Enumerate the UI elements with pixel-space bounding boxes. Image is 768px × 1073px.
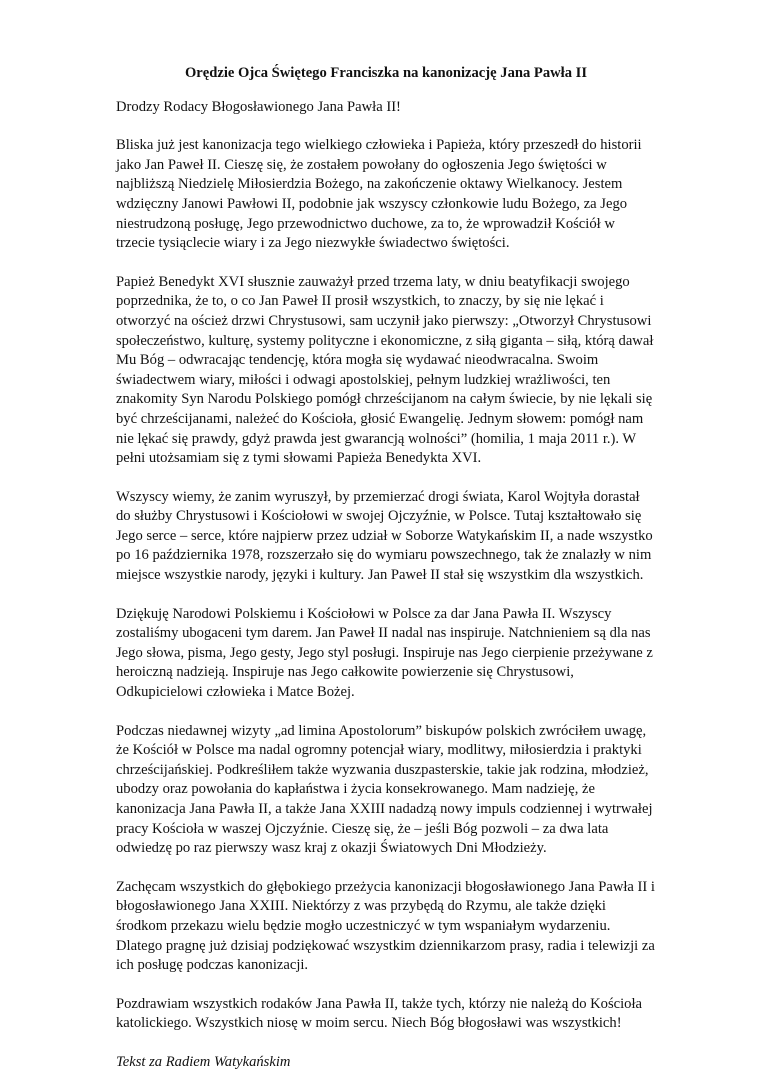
paragraph-3: Wszyscy wiemy, że zanim wyruszył, by przemierzać drogi świata, Karol Wojtyła dorastał do służby Chrystusowi i Kościołowi w swojej Ojczyźnie, w Polsce. Tutaj kształtowało się Jego serce – serce, które najpierw przez udział w Soborze Watykańskim II, a nade wszystko po 16 października 1978, rozszerzało się do wymiaru powszechnego, tak że znalazły w nim miejsce wszystkie narody, języki i kultury. Jan Paweł II stał się wszystkim dla wszystkich. bbox=[116, 488, 653, 584]
paragraph-1: Bliska już jest kanonizacja tego wielkiego człowieka i Papieża, który przeszedł do historii jako Jan Paweł II. Cieszę się, że zostałem powołany do ogłoszenia Jego świętości w najbliższą Niedzielę Miłosierdzia Bożego, na zakończenie oktawy Wielkanocy. Jestem wdzięczny Janowi Pawłowi II, podobnie jak wszyscy członkowie ludu Bożego, za Jego niestrudzoną posługę, Jego przewodnictwo duchowe, za to, że wprowadził Kościół w trzecie tysiąclecie wiary i za Jego niezwykłe świadectwo świętości. bbox=[116, 137, 642, 252]
paragraph-6: Zachęcam wszystkich do głębokiego przeżycia kanonizacji błogosławionego Jana Pawła II i błogosławionego Jana XXIII. Niektórzy z was przybędą do Rzymu, ale także dzięki środkom przekazu wielu będzie mogło uczestniczyć w tym wspaniałym wydarzeniu. Dlatego pragnę już dzisiaj podziękować wszystkim dziennikarzom prasy, radia i telewizji za ich posługę podczas kanonizacji. bbox=[116, 878, 655, 974]
source-note: Tekst za Radiem Watykańskim bbox=[116, 1053, 291, 1070]
document-page bbox=[116, 64, 656, 1073]
paragraph-7: Pozdrawiam wszystkich rodaków Jana Pawła II, także tych, którzy nie należą do Kościoła katolickiego. Wszystkich niosę w moim sercu. Niech Bóg błogosławi was wszystkich! bbox=[116, 995, 643, 1032]
paragraph-4: Dziękuję Narodowi Polskiemu i Kościołowi w Polsce za dar Jana Pawła II. Wszyscy zostaliśmy ubogaceni tym darem. Jan Paweł II nadal nas inspiruje. Natchnieniem są dla nas Jego słowa, pisma, Jego gesty, Jego styl posługi. Inspiruje nas Jego cierpienie przeżywane z heroiczną nadzieją. Inspiruje nas Jego całkowite powierzenie się Chrystusowi, Odkupicielowi człowieka i Matce Bożej. bbox=[116, 605, 653, 701]
salutation: Drodzy Rodacy Błogosławionego Jana Pawła II! bbox=[116, 98, 401, 115]
paragraph-5: Podczas niedawnej wizyty „ad limina Apostolorum” biskupów polskich zwróciłem uwagę, że Kościół w Polsce ma nadal ogromny potencjał wiary, modlitwy, miłosierdzia i praktyki chrześcijańskiej. Podkreśliłem także wyzwania duszpasterskie, takie jak rodzina, młodzież, ubodzy oraz powołania do kapłaństwa i życia konsekrowanego. Mam nadzieję, że kanonizacja Jana Pawła II, a także Jana XXIII nadadzą nowy impuls codziennej i wytrwałej pracy Kościoła w waszej Ojczyźnie. Cieszę się, że – jeśli Bóg pozwoli – za dwa lata odwiedzę po raz pierwszy wasz kraj z okazji Światowych Dni Młodzieży. bbox=[116, 722, 653, 857]
paragraph-2: Papież Benedykt XVI słusznie zauważył przed trzema laty, w dniu beatyfikacji swojego poprzednika, że to, o co Jan Paweł II prosił wszystkich, to znaczy, by się nie lękać i otworzyć na oścież drzwi Chrystusowi, sam uczynił jako pierwszy: „Otworzył Chrystusowi społeczeństwo, kulturę, systemy polityczne i ekonomiczne, z siłą giganta – siłą, którą dawał Mu Bóg – odwracając tendencję, która mogła się wydawać nieodwracalna. Swoim świadectwem wiary, miłości i odwagi apostolskiej, pełnym ludzkiej wrażliwości, ten znakomity Syn Narodu Polskiego pomógł chrześcijanom na całym świecie, by nie lękali się być chrześcijanami, należeć do Kościoła, głosić Ewangelię. Jednym słowem: pomógł nam nie lękać się prawdy, gdyż prawda jest gwarancją wolności” (homilia, 1 maja 2011 r.). W pełni utożsamiam się z tymi słowami Papieża Benedykta XVI. bbox=[116, 273, 654, 467]
document-title: Orędzie Ojca Świętego Franciszka na kanonizację Jana Pawła II bbox=[184, 65, 588, 81]
